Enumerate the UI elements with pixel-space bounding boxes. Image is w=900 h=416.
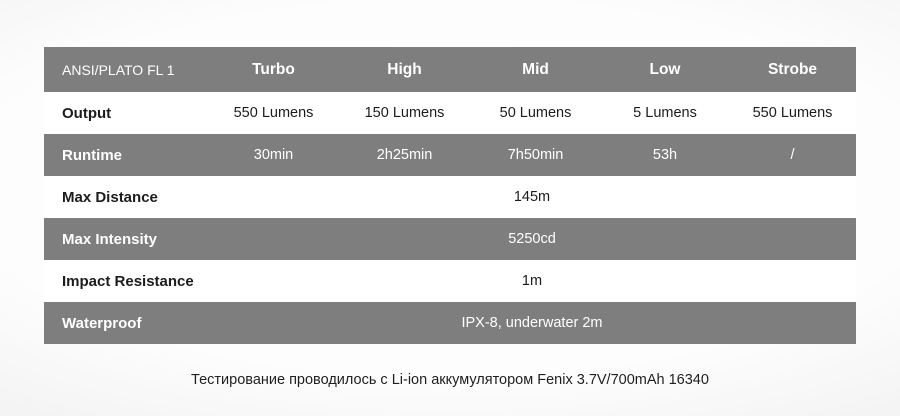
cell-output-high: 150 Lumens — [339, 92, 470, 134]
table-row — [44, 302, 856, 344]
cell-runtime-turbo: 30min — [208, 134, 339, 176]
row-label-waterproof: Waterproof — [44, 302, 208, 344]
table-header-strobe: Strobe — [729, 47, 856, 92]
cell-runtime-strobe: / — [729, 134, 856, 176]
row-label-output: Output — [44, 92, 208, 134]
table-row — [44, 218, 856, 260]
row-label-impact-resistance: Impact Resistance — [44, 260, 208, 302]
cell-output-mid: 50 Lumens — [470, 92, 601, 134]
cell-max-distance-value: 145m — [208, 176, 856, 218]
cell-runtime-mid: 7h50min — [470, 134, 601, 176]
table-header-low: Low — [601, 47, 729, 92]
cell-output-low: 5 Lumens — [601, 92, 729, 134]
row-label-max-intensity: Max Intensity — [44, 218, 208, 260]
table-header-standard: ANSI/PLATO FL 1 — [44, 47, 208, 92]
specification-table — [44, 47, 856, 344]
table-header-row — [44, 47, 856, 92]
table-row — [44, 92, 856, 134]
row-label-runtime: Runtime — [44, 134, 208, 176]
cell-waterproof-value: IPX-8, underwater 2m — [208, 302, 856, 344]
cell-runtime-low: 53h — [601, 134, 729, 176]
cell-output-turbo: 550 Lumens — [208, 92, 339, 134]
table-row — [44, 176, 856, 218]
table-row — [44, 260, 856, 302]
cell-runtime-high: 2h25min — [339, 134, 470, 176]
cell-max-intensity-value: 5250cd — [208, 218, 856, 260]
table-row — [44, 134, 856, 176]
cell-impact-resistance-value: 1m — [208, 260, 856, 302]
row-label-max-distance: Max Distance — [44, 176, 208, 218]
cell-output-strobe: 550 Lumens — [729, 92, 856, 134]
table-header-turbo: Turbo — [208, 47, 339, 92]
table-header-high: High — [339, 47, 470, 92]
footnote-text: Тестирование проводилось с Li-ion аккумулятором Fenix 3.7V/700mAh 16340 — [191, 372, 709, 388]
table-header-mid: Mid — [470, 47, 601, 92]
